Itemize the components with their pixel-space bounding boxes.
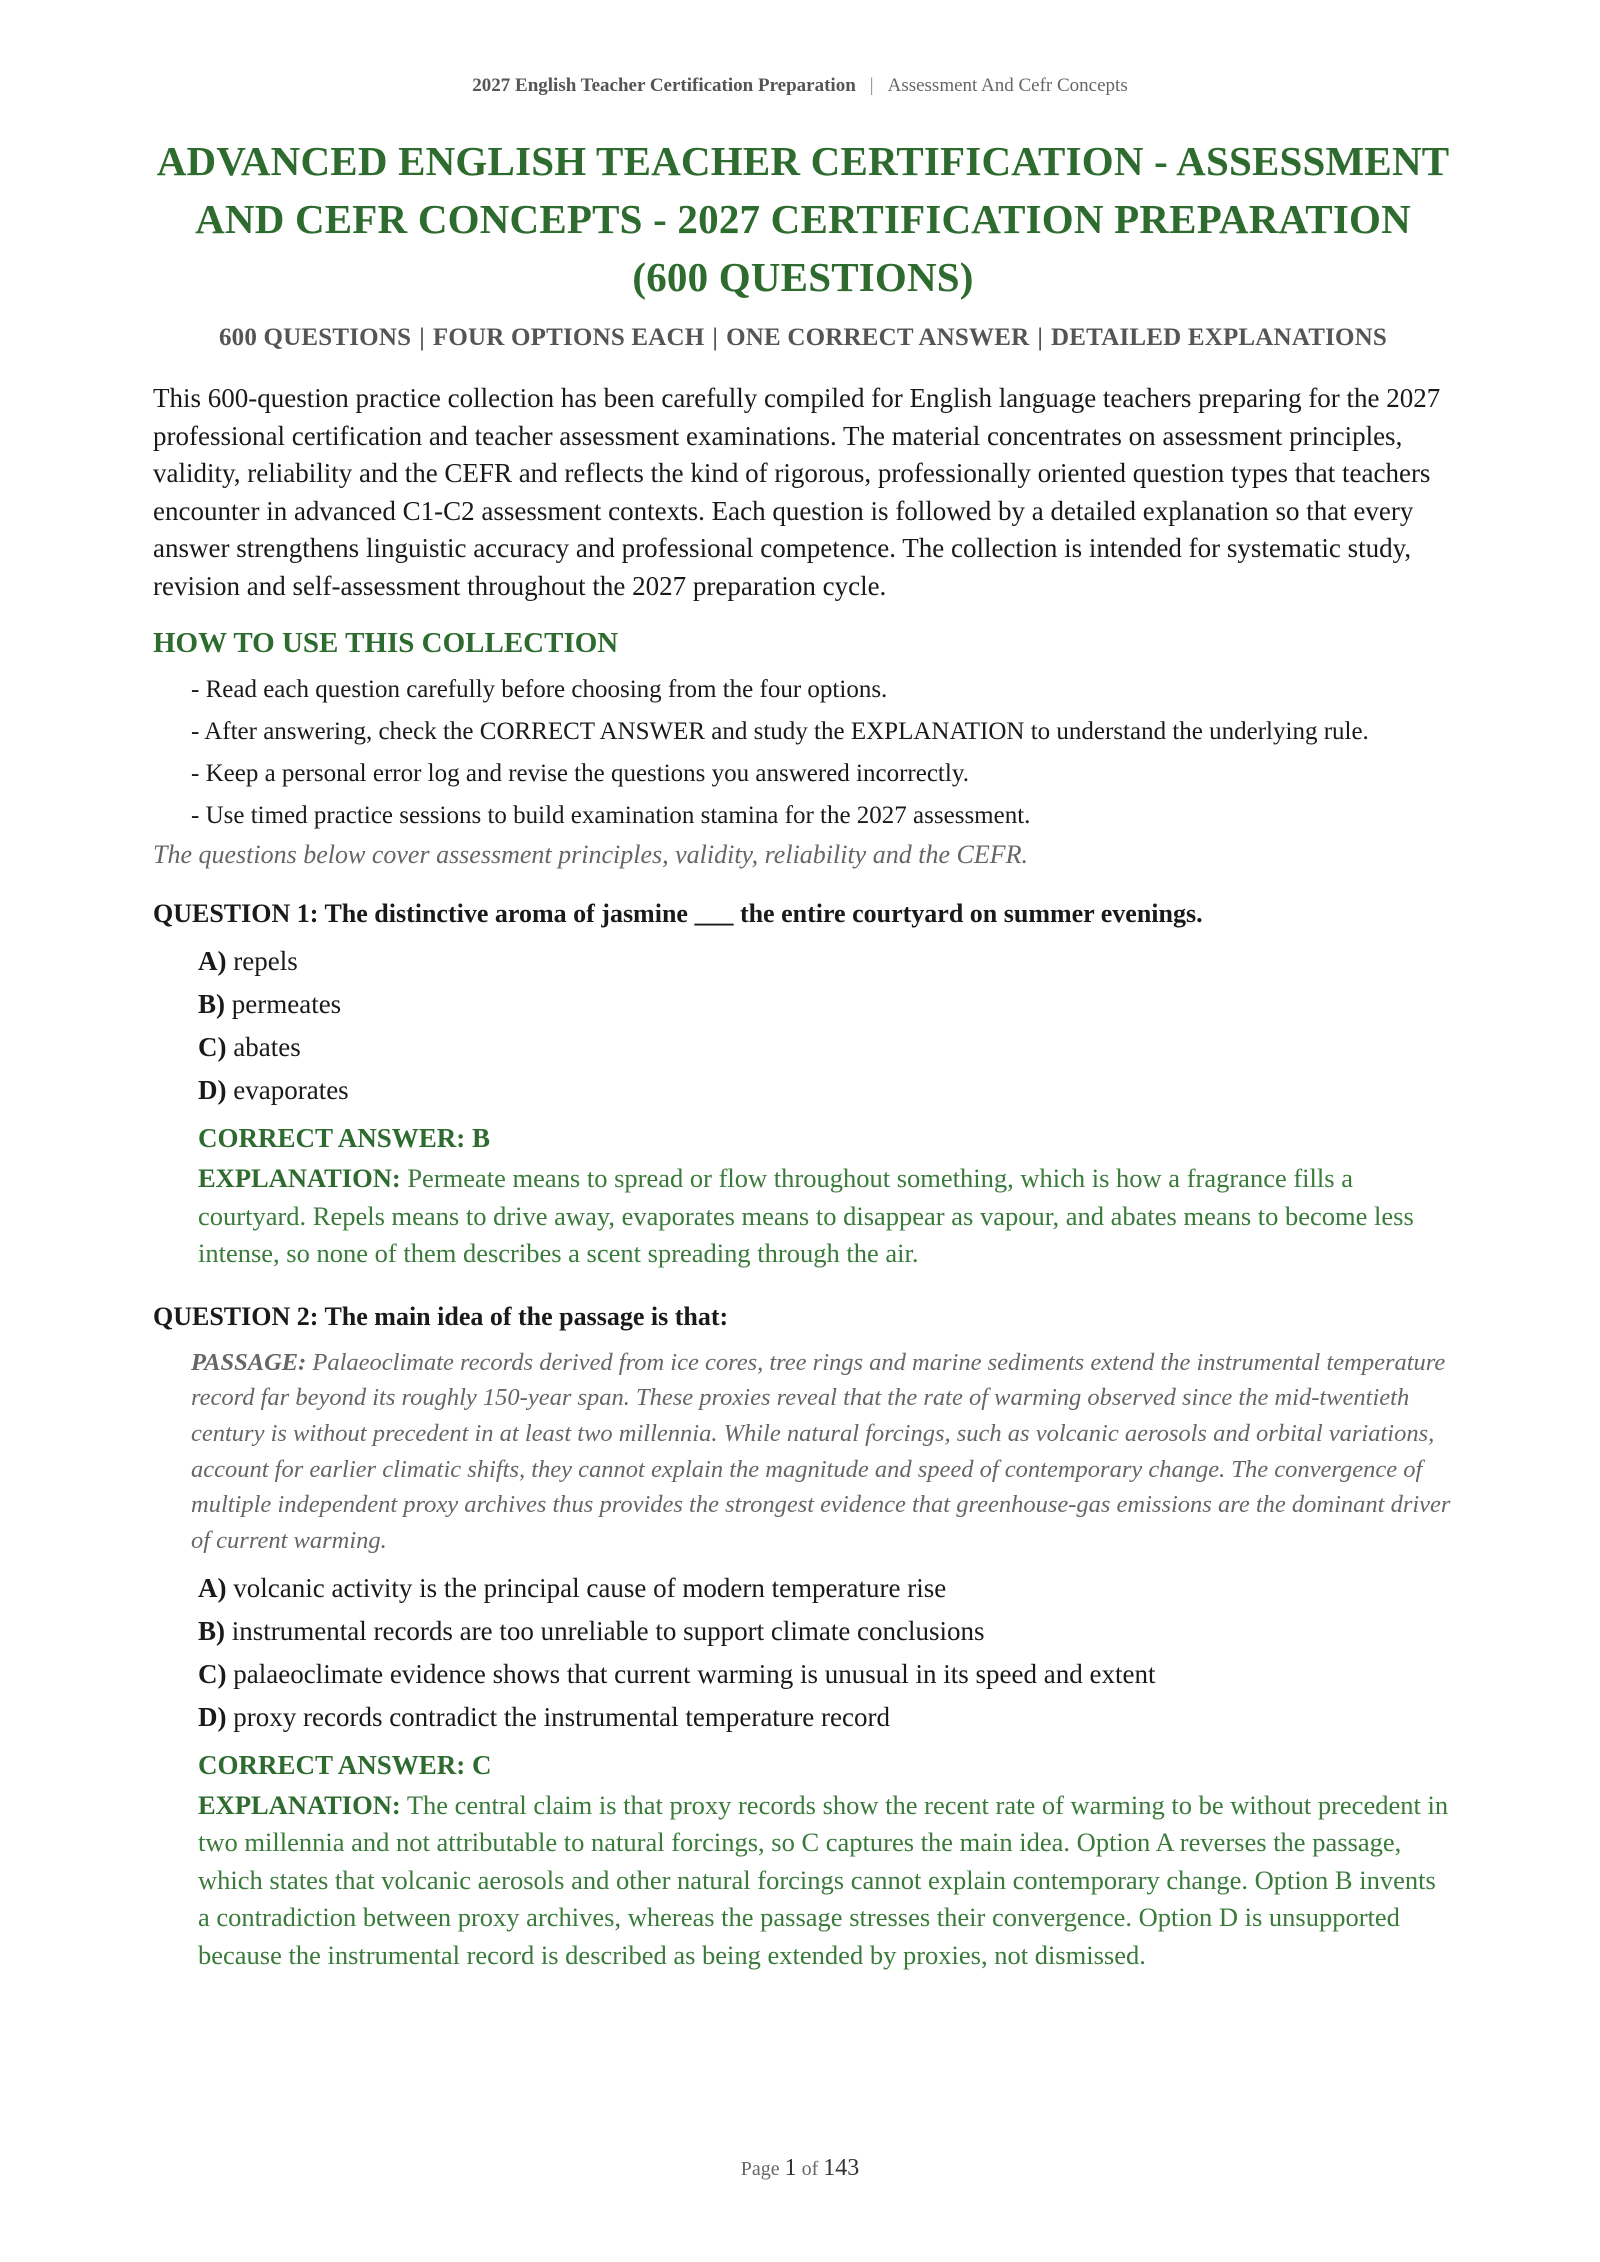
how-to-use-item: - Use timed practice sessions to build examination stamina for the 2027 assessment. xyxy=(191,802,1031,829)
correct-answer: CORRECT ANSWER: C xyxy=(198,1749,492,1780)
option-letter: A) xyxy=(198,1572,227,1603)
subtitle-separator: | xyxy=(419,324,425,351)
document-title: ADVANCED ENGLISH TEACHER CERTIFICATION - ASSESSMENT AND CEFR CONCEPTS - 2027 CERTIFICATION PREPARATION (600 QUESTIONS) xyxy=(156,138,1450,300)
subtitle-item: DETAILED EXPLANATIONS xyxy=(1051,324,1388,351)
option-item xyxy=(198,1567,1453,1610)
question-stem: QUESTION 1: The distinctive aroma of jasmine ___ the entire courtyard on summer evenings. xyxy=(153,899,1203,928)
option-text: volcanic activity is the principal cause of modern temperature rise xyxy=(233,1572,947,1603)
document-subtitle xyxy=(153,324,1453,352)
question-block xyxy=(153,896,1453,1273)
page-word: Page xyxy=(740,2158,780,2180)
option-item xyxy=(198,1696,1453,1739)
option-letter: C) xyxy=(198,1658,227,1689)
option-text: repels xyxy=(233,946,298,976)
question-block xyxy=(153,1299,1453,1975)
correct-answer: CORRECT ANSWER: B xyxy=(198,1123,491,1153)
how-to-use-item: - Read each question carefully before choosing from the four options. xyxy=(191,676,888,703)
option-letter: D) xyxy=(198,1701,227,1732)
running-header-section: Assessment And Cefr Concepts xyxy=(887,75,1128,96)
subtitle-item: FOUR OPTIONS EACH xyxy=(432,324,705,351)
running-header-separator: | xyxy=(869,75,874,96)
explanation-label: EXPLANATION: xyxy=(198,1163,401,1193)
option-item xyxy=(198,1653,1453,1696)
reading-passage xyxy=(153,1345,1453,1559)
option-list xyxy=(153,1567,1453,1739)
option-item xyxy=(198,1610,1453,1653)
subtitle-item: 600 QUESTIONS xyxy=(218,324,412,351)
option-text: proxy records contradict the instrumental temperature record xyxy=(233,1701,890,1732)
how-to-use-item: - Keep a personal error log and revise the questions you answered incorrectly. xyxy=(191,760,969,787)
of-word: of xyxy=(801,2158,819,2180)
option-letter: B) xyxy=(198,989,225,1019)
option-letter: B) xyxy=(198,1615,225,1646)
explanation xyxy=(153,1787,1453,1975)
option-item xyxy=(198,983,1453,1026)
how-to-use-note: The questions below cover assessment principles, validity, reliability and the CEFR. xyxy=(153,840,1028,869)
option-letter: C) xyxy=(198,1032,227,1062)
explanation xyxy=(153,1160,1453,1273)
passage-text: Palaeoclimate records derived from ice cores, tree rings and marine sediments extend the instrumental temperature record far beyond its roughly 150-year span. These proxies reveal that the rate of warming observed since the mid-twentieth century is without precedent in at least two millennia. While natural forcings, such as volcanic aerosols and orbital variations, account for earlier climatic shifts, they cannot explain the magnitude and speed of contemporary change. The convergence of multiple independent proxy archives thus provides the strongest evidence that greenhouse-gas emissions are the dominant driver of current warming. xyxy=(191,1348,1451,1555)
total-pages: 143 xyxy=(823,2155,860,2181)
how-to-use-heading: HOW TO USE THIS COLLECTION xyxy=(153,627,619,659)
option-text: abates xyxy=(233,1032,301,1062)
option-text: instrumental records are too unreliable to support climate conclusions xyxy=(231,1615,985,1646)
subtitle-item: ONE CORRECT ANSWER xyxy=(726,324,1030,351)
running-header xyxy=(0,75,1600,97)
running-header-title: 2027 English Teacher Certification Preparation xyxy=(472,75,856,96)
page-number: 1 xyxy=(784,2155,797,2181)
question-stem: QUESTION 2: The main idea of the passage is that: xyxy=(153,1301,729,1331)
explanation-label: EXPLANATION: xyxy=(198,1789,401,1820)
passage-label: PASSAGE: xyxy=(191,1348,307,1376)
how-to-use-item: - After answering, check the CORRECT ANSWER and study the EXPLANATION to understand the underlying rule. xyxy=(191,718,1369,745)
option-item xyxy=(198,1069,1453,1112)
how-to-use-list xyxy=(153,672,1453,834)
option-letter: A) xyxy=(198,946,227,976)
option-list xyxy=(153,940,1453,1112)
subtitle-separator: | xyxy=(712,324,719,351)
option-item xyxy=(198,940,1453,983)
explanation-text: The central claim is that proxy records show the recent rate of warming to be without precedent in two millennia and not attributable to natural forcings, so C captures the main idea. Option A reverses the passage, which states that volcanic aerosols and other natural forcings cannot explain contemporary change. Option B invents a contradiction between proxy archives, whereas the passage stresses their convergence. Option D is unsupported because the instrumental record is described as being extended by proxies, not dismissed. xyxy=(198,1789,1449,1970)
subtitle-separator: | xyxy=(1037,324,1044,351)
option-text: palaeoclimate evidence shows that current warming is unusual in its speed and extent xyxy=(233,1658,1156,1689)
page-content xyxy=(153,132,1453,1974)
intro-paragraph: This 600-question practice collection has been carefully compiled for English language teachers preparing for the 2027 professional certification and teacher assessment examinations. The material concentrates on assessment principles, validity, reliability and the CEFR and reflects the kind of rigorous, professionally oriented question types that teachers encounter in advanced C1-C2 assessment contexts. Each question is followed by a detailed explanation so that every answer strengthens linguistic accuracy and professional competence. The collection is intended for systematic study, revision and self-assessment throughout the 2027 preparation cycle. xyxy=(153,383,1441,601)
page-footer xyxy=(0,2155,1600,2182)
option-text: permeates xyxy=(231,989,342,1019)
option-letter: D) xyxy=(198,1075,227,1105)
option-text: evaporates xyxy=(233,1075,349,1105)
option-item xyxy=(198,1026,1453,1069)
explanation-text: Permeate means to spread or flow throughout something, which is how a fragrance fills a courtyard. Repels means to drive away, evaporates means to disappear as vapour, and abates means to become less intense, so none of them describes a scent spreading through the air. xyxy=(198,1163,1414,1268)
